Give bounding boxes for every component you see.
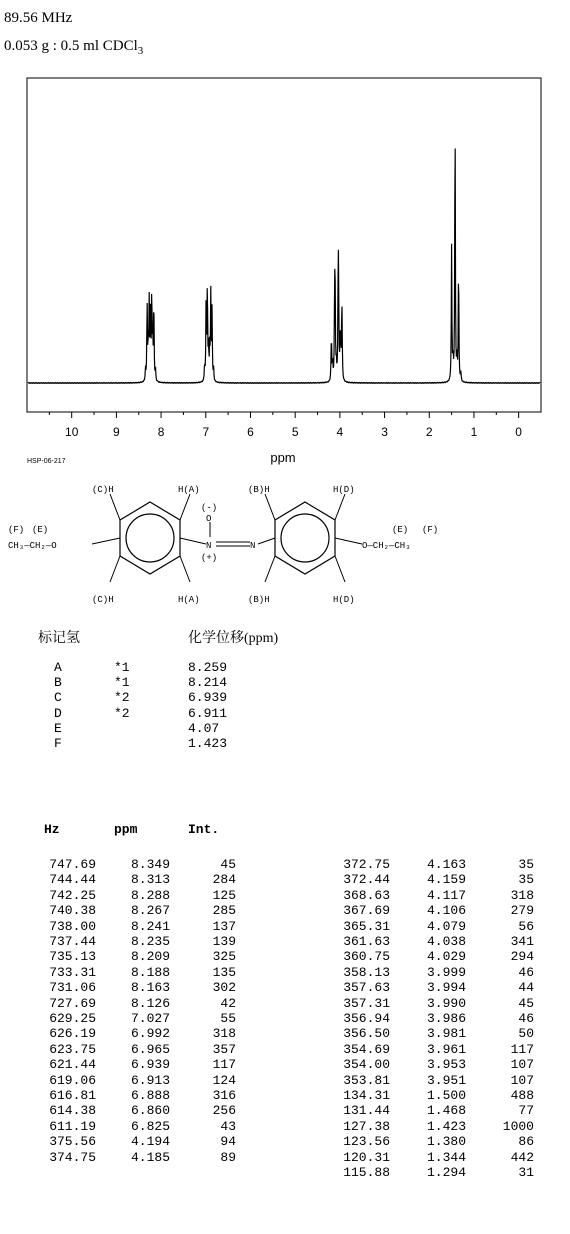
label-left-e: (E) bbox=[32, 525, 49, 535]
assignment-shift: 1.423 bbox=[188, 736, 228, 751]
label-bottom-a: H(A) bbox=[178, 595, 200, 605]
peak-row-right bbox=[0, 980, 570, 995]
peak-hz: 127.38 bbox=[343, 1118, 390, 1134]
peak-hz: 735.13 bbox=[49, 949, 96, 965]
peak-int: 45 bbox=[220, 857, 236, 872]
peak-int: 117 bbox=[212, 1057, 236, 1073]
peak-int: 302 bbox=[212, 980, 236, 996]
peak-row-right bbox=[0, 857, 570, 872]
peak-ppm: 8.188 bbox=[130, 964, 170, 980]
peak-int: 94 bbox=[220, 1134, 236, 1150]
ethoxy-left: CH₃—CH₂—O bbox=[8, 541, 57, 551]
peak-ppm: 4.163 bbox=[426, 857, 466, 872]
peak-header-ppm: ppm bbox=[114, 822, 138, 837]
peak-row-right bbox=[0, 1011, 570, 1026]
assignment-header-label: 标记氢 bbox=[38, 631, 80, 646]
peak-hz: 611.19 bbox=[49, 1118, 96, 1134]
peak-ppm: 3.994 bbox=[426, 980, 466, 996]
peak-ppm: 8.349 bbox=[130, 857, 170, 872]
peak-row-right bbox=[0, 1026, 570, 1041]
assignment-label: D bbox=[54, 705, 62, 721]
peak-int: 318 bbox=[510, 887, 534, 903]
peak-ppm: 3.951 bbox=[426, 1072, 466, 1088]
peak-int: 117 bbox=[510, 1041, 534, 1057]
x-tick-label: 9 bbox=[113, 425, 120, 439]
peak-hz: 733.31 bbox=[49, 964, 96, 980]
x-tick-label: 8 bbox=[157, 425, 165, 439]
assignment-shift: 6.939 bbox=[188, 690, 228, 706]
peak-int: 357 bbox=[212, 1041, 236, 1057]
peak-int: 50 bbox=[518, 1026, 534, 1042]
peak-row-right bbox=[0, 888, 570, 903]
peak-int: 139 bbox=[212, 934, 236, 949]
peak-hz: 738.00 bbox=[49, 918, 96, 934]
peak-hz: 372.75 bbox=[343, 857, 390, 872]
oxide-oxygen: O bbox=[206, 514, 212, 524]
x-tick-label: 2 bbox=[425, 425, 433, 439]
assignment-header-shift: 化学位移(ppm) bbox=[188, 631, 279, 646]
peak-int: 89 bbox=[220, 1149, 236, 1165]
assignment-header bbox=[38, 627, 279, 647]
label-top-d: H(D) bbox=[333, 485, 355, 495]
peak-int: 284 bbox=[212, 872, 236, 888]
x-axis-label: ppm bbox=[270, 450, 296, 465]
peak-hz: 623.75 bbox=[49, 1041, 96, 1057]
peak-header-int: Int. bbox=[188, 822, 220, 837]
peak-ppm: 1.468 bbox=[426, 1103, 466, 1119]
peak-hz: 374.75 bbox=[49, 1149, 96, 1165]
peak-hz: 375.56 bbox=[49, 1134, 96, 1150]
peak-hz: 354.00 bbox=[343, 1057, 390, 1073]
peak-hz: 619.06 bbox=[49, 1072, 96, 1088]
peak-ppm: 3.986 bbox=[426, 1011, 466, 1026]
assignment-note: *2 bbox=[114, 705, 130, 721]
peak-hz: 134.31 bbox=[343, 1088, 390, 1103]
x-tick-label: 5 bbox=[291, 425, 299, 439]
peak-ppm: 1.500 bbox=[426, 1088, 466, 1103]
peak-ppm: 8.267 bbox=[130, 903, 170, 919]
peak-int: 77 bbox=[518, 1103, 534, 1119]
assignment-shift: 4.07 bbox=[188, 720, 220, 736]
peak-ppm: 4.106 bbox=[426, 903, 466, 919]
peak-ppm: 1.294 bbox=[426, 1165, 466, 1180]
peak-row-right bbox=[0, 1057, 570, 1072]
label-bottom-d: H(D) bbox=[333, 595, 355, 605]
peak-row-right bbox=[0, 949, 570, 964]
peak-hz: 115.88 bbox=[343, 1165, 390, 1180]
peak-hz: 616.81 bbox=[49, 1088, 96, 1103]
peak-hz: 357.63 bbox=[343, 980, 390, 996]
peak-int: 294 bbox=[510, 949, 534, 965]
x-tick-label: 6 bbox=[247, 425, 254, 439]
assignment-shift: 6.911 bbox=[188, 705, 228, 721]
peak-hz: 353.81 bbox=[343, 1072, 390, 1088]
peak-int: 279 bbox=[510, 903, 534, 919]
peak-ppm: 8.288 bbox=[130, 887, 170, 903]
peak-hz: 629.25 bbox=[49, 1011, 96, 1026]
peak-int: 125 bbox=[212, 887, 236, 903]
peak-row-right bbox=[0, 996, 570, 1011]
peak-hz: 626.19 bbox=[49, 1026, 96, 1042]
label-top-a: H(A) bbox=[178, 485, 200, 495]
peak-ppm: 3.981 bbox=[426, 1026, 466, 1042]
peak-int: 35 bbox=[518, 872, 534, 888]
peak-int: 341 bbox=[510, 934, 534, 949]
peak-int: 107 bbox=[510, 1057, 534, 1073]
sample-conditions bbox=[4, 38, 143, 57]
peak-int: 107 bbox=[510, 1072, 534, 1088]
assignment-note: *2 bbox=[114, 690, 130, 706]
peak-int: 43 bbox=[220, 1118, 236, 1134]
peak-row-right bbox=[0, 1150, 570, 1165]
label-bottom-b: (B)H bbox=[248, 595, 270, 605]
peak-hz: 744.44 bbox=[49, 872, 96, 888]
peak-ppm: 8.313 bbox=[130, 872, 170, 888]
peak-hz: 747.69 bbox=[49, 857, 96, 872]
nitrogen-charge: (+) bbox=[201, 553, 218, 563]
peak-ppm: 3.961 bbox=[426, 1041, 466, 1057]
label-left-f: (F) bbox=[8, 525, 25, 535]
peak-hz: 727.69 bbox=[49, 995, 96, 1011]
peak-ppm: 7.027 bbox=[130, 1011, 170, 1026]
peak-int: 137 bbox=[212, 918, 236, 934]
peak-ppm: 3.953 bbox=[426, 1057, 466, 1073]
peak-ppm: 6.825 bbox=[130, 1118, 170, 1134]
peak-ppm: 6.860 bbox=[130, 1103, 170, 1119]
peak-ppm: 4.194 bbox=[130, 1134, 170, 1150]
benzene-ring-left bbox=[120, 502, 180, 574]
peak-int: 318 bbox=[212, 1026, 236, 1042]
assignment-note: *1 bbox=[114, 675, 130, 691]
peak-ppm: 6.939 bbox=[130, 1057, 170, 1073]
assignment-shift: 8.214 bbox=[188, 675, 228, 691]
ethoxy-right: O—CH₂—CH₃ bbox=[362, 541, 411, 551]
peak-row-right bbox=[0, 903, 570, 918]
peak-int: 256 bbox=[212, 1103, 236, 1119]
x-tick-label: 10 bbox=[65, 425, 79, 439]
peak-hz: 737.44 bbox=[49, 934, 96, 949]
peak-hz: 365.31 bbox=[343, 918, 390, 934]
peak-row-right bbox=[0, 1165, 570, 1180]
bond-lines bbox=[92, 494, 362, 582]
peak-row-right bbox=[0, 965, 570, 980]
peak-hz: 120.31 bbox=[343, 1149, 390, 1165]
peak-hz: 123.56 bbox=[343, 1134, 390, 1150]
peak-hz: 356.50 bbox=[343, 1026, 390, 1042]
peak-ppm: 1.423 bbox=[426, 1118, 466, 1134]
molecule-structure bbox=[0, 480, 570, 610]
assignment-note: *1 bbox=[114, 660, 130, 675]
label-right-e: (E) bbox=[392, 525, 409, 535]
plot-frame bbox=[27, 78, 541, 412]
peak-row-right bbox=[0, 1134, 570, 1149]
x-axis bbox=[49, 412, 522, 439]
peak-hz: 731.06 bbox=[49, 980, 96, 996]
peak-ppm: 4.079 bbox=[426, 918, 466, 934]
assignment-shift: 8.259 bbox=[188, 660, 228, 675]
peak-int: 316 bbox=[212, 1088, 236, 1103]
peak-row-right bbox=[0, 1119, 570, 1134]
peak-ppm: 4.038 bbox=[426, 934, 466, 949]
peak-hz: 621.44 bbox=[49, 1057, 96, 1073]
peak-int: 44 bbox=[518, 980, 534, 996]
assignment-label: C bbox=[54, 690, 62, 706]
peak-ppm: 4.185 bbox=[130, 1149, 170, 1165]
peak-ppm: 6.992 bbox=[130, 1026, 170, 1042]
peak-int: 325 bbox=[212, 949, 236, 965]
peak-row-right bbox=[0, 1042, 570, 1057]
peak-hz: 740.38 bbox=[49, 903, 96, 919]
nmr-spectrum-chart bbox=[0, 70, 570, 470]
peak-row-right bbox=[0, 1073, 570, 1088]
peak-ppm: 1.380 bbox=[426, 1134, 466, 1150]
peak-int: 442 bbox=[510, 1149, 534, 1165]
oxide-charge: (-) bbox=[201, 503, 218, 513]
peak-int: 35 bbox=[518, 857, 534, 872]
peak-row-right bbox=[0, 1088, 570, 1103]
x-tick-label: 1 bbox=[470, 425, 478, 439]
spectrum-id: HSP-06-217 bbox=[27, 458, 66, 465]
peak-ppm: 8.126 bbox=[130, 995, 170, 1011]
peak-hz: 372.44 bbox=[343, 872, 390, 888]
nitrogen-left: N bbox=[206, 541, 212, 551]
label-right-f: (F) bbox=[422, 525, 439, 535]
peak-int: 285 bbox=[212, 903, 236, 919]
x-tick-label: 0 bbox=[515, 425, 522, 439]
label-top-b: (B)H bbox=[248, 485, 270, 495]
peak-row-right bbox=[0, 919, 570, 934]
peak-ppm: 4.029 bbox=[426, 949, 466, 965]
x-tick-label: 3 bbox=[381, 425, 388, 439]
peak-hz: 357.31 bbox=[343, 995, 390, 1011]
label-top-c: (C)H bbox=[92, 485, 114, 495]
assignment-label: B bbox=[54, 675, 62, 691]
peak-int: 1000 bbox=[502, 1118, 534, 1134]
peak-hz: 131.44 bbox=[343, 1103, 390, 1119]
peak-int: 56 bbox=[518, 918, 534, 934]
peak-hz: 614.38 bbox=[49, 1103, 96, 1119]
peak-ppm: 8.163 bbox=[130, 980, 170, 996]
peak-hz: 356.94 bbox=[343, 1011, 390, 1026]
benzene-ring-right bbox=[275, 502, 335, 574]
peak-ppm: 4.117 bbox=[426, 887, 466, 903]
peak-int: 42 bbox=[220, 995, 236, 1011]
peak-ppm: 8.235 bbox=[130, 934, 170, 949]
peak-hz: 368.63 bbox=[343, 887, 390, 903]
assignment-label: F bbox=[54, 736, 62, 751]
x-tick-label: 7 bbox=[202, 425, 210, 439]
peak-ppm: 1.344 bbox=[426, 1149, 466, 1165]
peak-hz: 361.63 bbox=[343, 934, 390, 949]
sample-subscript: 3 bbox=[137, 45, 144, 57]
nitrogen-right: N bbox=[250, 541, 256, 551]
peak-ppm: 6.965 bbox=[130, 1041, 170, 1057]
peak-hz: 360.75 bbox=[343, 949, 390, 965]
peak-int: 86 bbox=[518, 1134, 534, 1150]
peak-int: 46 bbox=[518, 964, 534, 980]
peak-hz: 358.13 bbox=[343, 964, 390, 980]
peak-ppm: 8.241 bbox=[130, 918, 170, 934]
peak-int: 46 bbox=[518, 1011, 534, 1026]
peak-int: 124 bbox=[212, 1072, 236, 1088]
peak-row-right bbox=[0, 1103, 570, 1118]
peak-int: 55 bbox=[220, 1011, 236, 1026]
peak-hz: 367.69 bbox=[343, 903, 390, 919]
peak-row-right bbox=[0, 872, 570, 887]
peak-int: 488 bbox=[510, 1088, 534, 1103]
assignment-label: A bbox=[54, 660, 62, 675]
peak-ppm: 3.990 bbox=[426, 995, 466, 1011]
peak-hz: 742.25 bbox=[49, 887, 96, 903]
spectrometer-frequency: 89.56 MHz bbox=[4, 10, 73, 26]
peak-ppm: 4.159 bbox=[426, 872, 466, 888]
peak-ppm: 6.913 bbox=[130, 1072, 170, 1088]
peak-int: 31 bbox=[518, 1165, 534, 1180]
peak-row-right bbox=[0, 934, 570, 949]
peak-hz: 354.69 bbox=[343, 1041, 390, 1057]
peak-ppm: 3.999 bbox=[426, 964, 466, 980]
x-tick-label: 4 bbox=[336, 425, 344, 439]
spectrum-trace bbox=[28, 149, 540, 384]
assignment-label: E bbox=[54, 720, 62, 736]
peak-ppm: 6.888 bbox=[130, 1088, 170, 1103]
label-bottom-c: (C)H bbox=[92, 595, 114, 605]
peak-int: 135 bbox=[212, 964, 236, 980]
peak-header-hz: Hz bbox=[44, 822, 60, 837]
peak-int: 45 bbox=[518, 995, 534, 1011]
sample-text: 0.053 g : 0.5 ml CDCl bbox=[4, 38, 138, 54]
peak-ppm: 8.209 bbox=[130, 949, 170, 965]
